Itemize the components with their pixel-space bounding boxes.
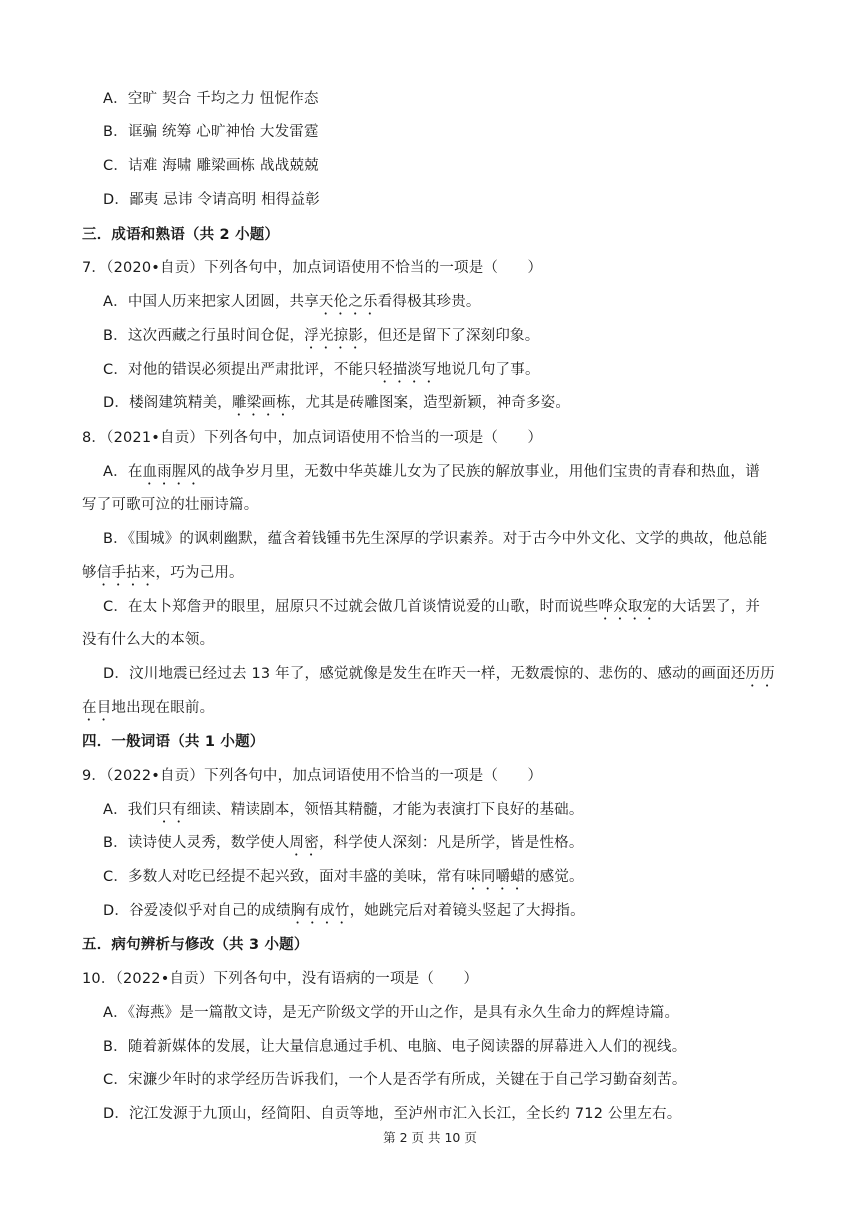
q8-option-b-line1: B．《围城》的讽刺幽默，蕴含着钱锺书先生深厚的学识素养。对于古今中外文化、文学的典故，他总能 xyxy=(103,531,768,547)
q10-option-c: C．宋濂少年时的求学经历告诉我们，一个人是否学有所成，关键在于自己学习勤奋刻苦。 xyxy=(103,1072,687,1088)
text: 够 xyxy=(82,565,97,581)
q10-option-d: D．沱江发源于九顶山，经简阳、自贡等地，至泸州市汇入长江，全长约 712 公里左右。 xyxy=(103,1106,682,1122)
section-heading-sentence-errors: 五．病句辨析与修改（共 3 小题） xyxy=(82,937,309,953)
text: 的感觉。 xyxy=(524,869,584,885)
text: ，她跳完后对着镜头竖起了大拇指。 xyxy=(349,903,585,919)
dotted-term: 周密 xyxy=(289,835,319,851)
q8-option-d-line1 xyxy=(103,664,775,690)
text: ，尤其是砖雕图案，造型新颖，神奇多姿。 xyxy=(290,395,571,411)
s2-option-b: B．诓骗 统筹 心旷神怡 大发雷霆 xyxy=(103,124,319,140)
q7-option-b xyxy=(103,326,539,352)
dotted-term: 哗众取宠 xyxy=(598,599,658,615)
text: C．多数人对吃已经提不起兴致，面对丰盛的美味，常有 xyxy=(103,869,467,885)
s2-option-d: D．鄙夷 忌讳 令请高明 相得益彰 xyxy=(103,192,320,208)
q10-option-a: A．《海燕》是一篇散文诗，是无产阶级文学的开山之作，是具有永久生命力的辉煌诗篇。 xyxy=(103,1005,680,1021)
text: ，科学使人深刻：凡是所学，皆是性格。 xyxy=(318,835,584,851)
s2-option-a: A．空旷 契合 千均之力 忸怩作态 xyxy=(103,91,319,107)
q7-option-c xyxy=(103,360,540,386)
question-8-stem: 8．（2021•自贡）下列各句中，加点词语使用不恰当的一项是（ ） xyxy=(82,430,543,446)
dotted-term: 信手拈来 xyxy=(96,565,156,581)
question-7-stem: 7．（2020•自贡）下列各句中，加点词语使用不恰当的一项是（ ） xyxy=(82,260,543,276)
q9-option-d xyxy=(103,901,585,927)
text: A．中国人历来把家人团圆，共享 xyxy=(103,294,319,310)
dotted-term: 只有 xyxy=(157,802,187,818)
dotted-term: 历历 xyxy=(745,666,775,682)
text: D．谷爱凌似乎对自己的成绩 xyxy=(103,903,291,919)
dotted-term: 天伦之乐 xyxy=(318,294,378,310)
dotted-term: 胸有成竹 xyxy=(290,903,350,919)
question-9-stem: 9．（2022•自贡）下列各句中，加点词语使用不恰当的一项是（ ） xyxy=(82,768,543,784)
q8-option-c-line2: 没有什么大的本领。 xyxy=(82,632,215,648)
text: 地说几句了事。 xyxy=(436,362,540,378)
text: ，但还是留下了深刻印象。 xyxy=(363,328,540,344)
q9-option-c xyxy=(103,867,584,893)
s2-option-c: C．诘难 海啸 雕梁画栋 战战兢兢 xyxy=(103,158,319,174)
text: ，巧为己用。 xyxy=(155,565,244,581)
q8-option-a-line1 xyxy=(103,462,760,488)
q8-option-b-line2 xyxy=(82,563,244,589)
dotted-term: 雕梁画栋 xyxy=(231,395,291,411)
dotted-term: 浮光掠影 xyxy=(304,328,364,344)
q8-option-a-line2: 写了可歌可泣的壮丽诗篇。 xyxy=(82,497,259,513)
dotted-term: 血雨腥风 xyxy=(142,464,202,480)
dotted-term: 味同嚼蜡 xyxy=(466,869,525,885)
q8-option-c-line1 xyxy=(103,597,760,623)
text: 看得极其珍贵。 xyxy=(377,294,481,310)
text: D．汶川地震已经过去 13 年了，感觉就像是发生在昨天一样，无数震惊的、悲伤的、感动的画面还 xyxy=(103,666,746,682)
question-10-stem: 10．（2022•自贡）下列各句中，没有语病的一项是（ ） xyxy=(82,971,479,987)
text: 的战争岁月里，无数中华英雄儿女为了民族的解放事业，用他们宝贵的青春和热血，谱 xyxy=(201,464,760,480)
q10-option-b: B．随着新媒体的发展，让大量信息通过手机、电脑、电子阅读器的屏幕进入人们的视线。 xyxy=(103,1039,687,1055)
text: C．在太卜郑詹尹的眼里，屈原只不过就会做几首谈情说爱的山歌，时而说些 xyxy=(103,599,599,615)
section-heading-general-words: 四．一般词语（共 1 小题） xyxy=(82,734,265,750)
q8-option-d-line2 xyxy=(82,698,214,724)
q9-option-a xyxy=(103,800,584,826)
text: D．楼阁建筑精美， xyxy=(103,395,232,411)
section-heading-idioms: 三．成语和熟语（共 2 小题） xyxy=(82,227,280,243)
q7-option-a xyxy=(103,292,481,318)
text: B．读诗使人灵秀，数学使人 xyxy=(103,835,290,851)
text: C．对他的错误必须提出严肃批评，不能只 xyxy=(103,362,378,378)
text: A．我们 xyxy=(103,802,158,818)
q9-option-b xyxy=(103,833,584,859)
text: A．在 xyxy=(103,464,143,480)
text: B．这次西藏之行虽时间仓促， xyxy=(103,328,305,344)
text: 的大话罢了，并 xyxy=(657,599,761,615)
dotted-term: 在目 xyxy=(82,700,112,716)
text: 细读、精读剧本，领悟其精髓，才能为表演打下良好的基础。 xyxy=(186,802,584,818)
dotted-term: 轻描淡写 xyxy=(377,362,437,378)
text: 地出现在眼前。 xyxy=(111,700,215,716)
page-footer: 第 2 页 共 10 页 xyxy=(383,1130,477,1145)
q7-option-d xyxy=(103,393,570,419)
